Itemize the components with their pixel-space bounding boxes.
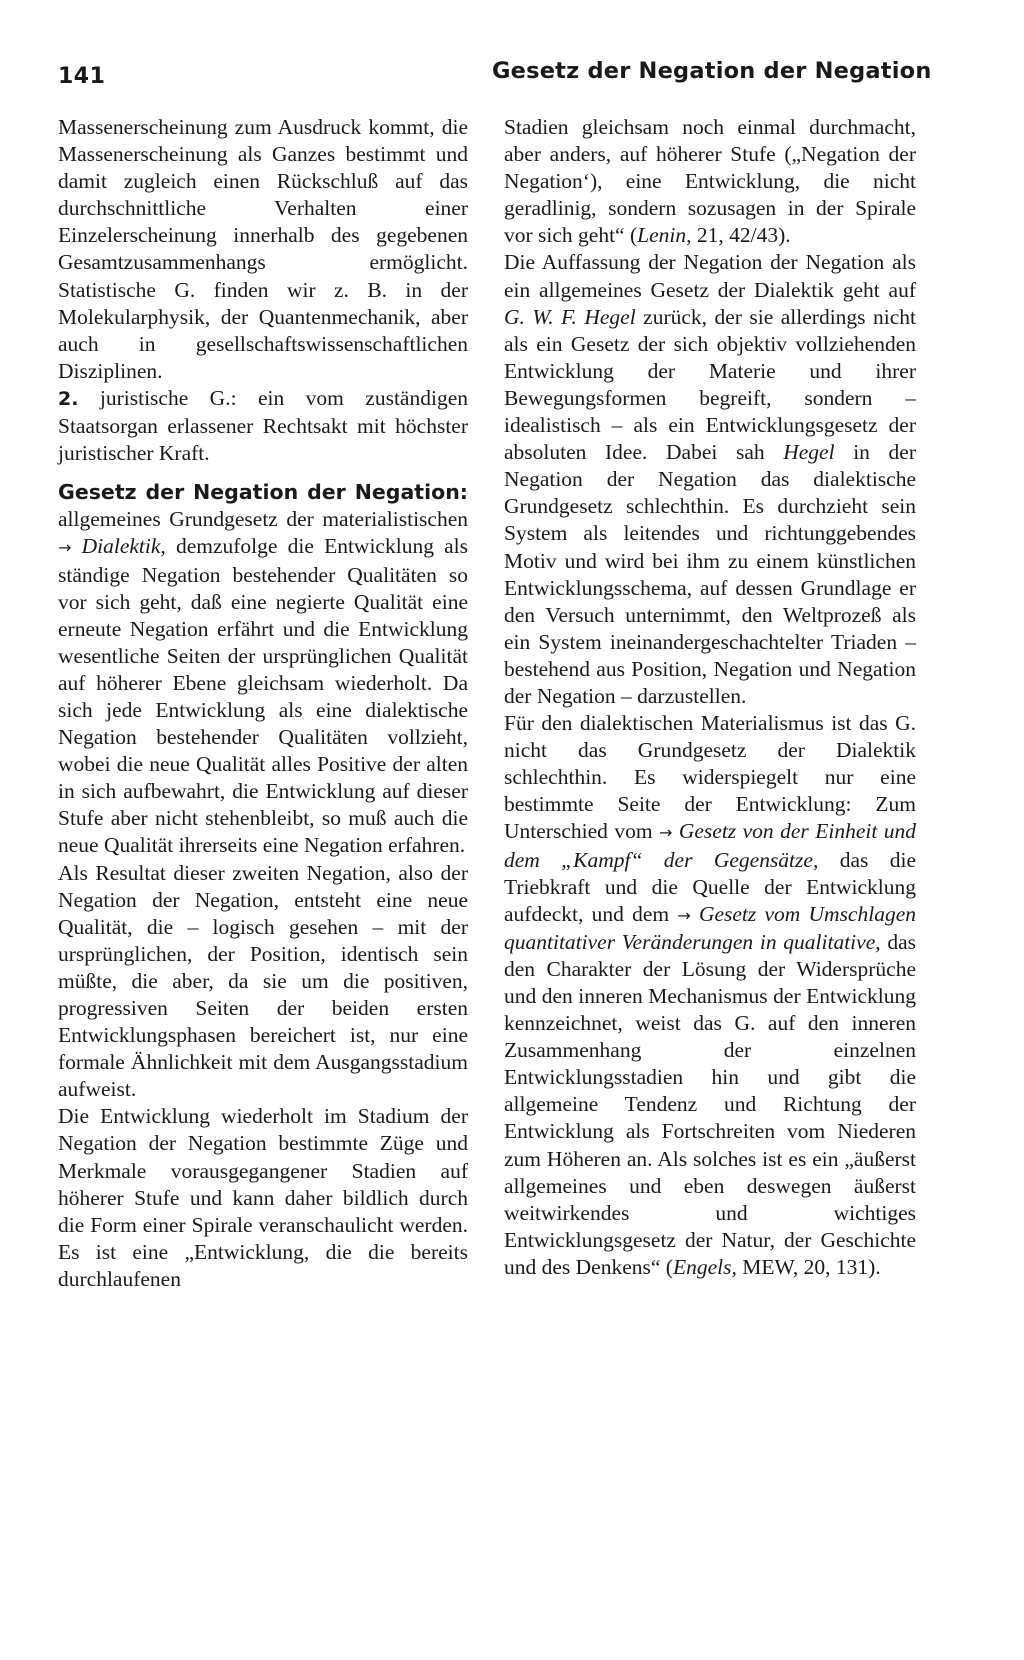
page-number: 141 (58, 64, 106, 89)
paragraph-text: das die Triebkraft und die Quelle der Entwicklung aufdeckt, und dem (504, 847, 916, 926)
paragraph-statistical-laws: Massenerscheinung zum Ausdruck kommt, die Massenerscheinung als Ganzes bestimmt und damit zugleich einen Rückschluß auf das durchschnittliche Verhalten einer Einzelerscheinung innerhalb des gegebenen Gesamtzusammenhangs ermöglicht. Statistische G. finden wir z. B. in der Molekularphysik, der Quantenmechanik, aber auch in gesellschaftswissenschaftlichen Disziplinen. (58, 115, 468, 383)
paragraph-text: in der Negation der Negation das dialektische Grundgesetz schlechthin. Es durchzieht sein System als leitendes und richtunggebendes Motiv und wird bei ihm zu einem künstlichen Entwicklungsschema, auf dessen Grundlage er den Versuch unternimmt, den Weltprozeß als ein System ineinandergeschachtelter Triaden – bestehend aus Position, Negation und Negation der Negation – darzustellen. (504, 440, 916, 708)
paragraph-text: Für den dialektischen Materialismus ist das G. nicht das Grundgesetz der Dialektik schlechthin. Es widerspiegelt nur eine bestimmte Seite der Entwicklung: Zum Unterschied vom (504, 711, 916, 844)
paragraph-dialectical-materialism (504, 710, 916, 1281)
paragraph-hegel (504, 249, 916, 710)
cross-reference-arrow-icon: → (677, 905, 691, 925)
citation-ref: MEW, 20, 131). (736, 1254, 881, 1279)
running-head: Gesetz der Negation der Negation (492, 58, 932, 84)
name-hegel: Hegel (783, 440, 835, 465)
paragraph-text: zurück, der sie allerdings nicht als ein Gesetz der sich objektiv vollziehenden Entwicklung der Materie und ihrer Bewegungsformen begreift, sondern – idealistisch – als ein Entwicklungsgesetz der absoluten Idee. Dabei sah (504, 304, 916, 465)
entry-text: allgemeines Grundgesetz der materialistischen (58, 507, 468, 532)
paragraph-juridical-law (58, 385, 468, 467)
paragraph-text: Die Auffassung der Negation der Negation als ein allgemeines Gesetz der Dialektik geht auf (504, 250, 916, 302)
cross-reference-quantity-quality: Gesetz vom Umschlagen quantitativer Veränderungen in qualitative, (504, 901, 916, 954)
item-text: juristische G.: ein vom zuständigen Staatsorgan erlassener Rechtsakt mit höchster juristischer Kraft. (58, 385, 468, 466)
cross-reference-unity-of-opposites: Gesetz von der Einheit und dem „Kampf“ der Gegensätze, (504, 819, 917, 872)
cross-reference-arrow-icon: → (659, 823, 673, 843)
quote-text: Stadien gleichsam noch einmal durchmacht, aber anders, auf höherer Stufe („Negation der Negation‘), eine Entwicklung, die nicht geradlinig, sondern sozusagen in der Spirale vor sich geht“ ( (504, 115, 916, 248)
cross-reference-dialektik: Dialektik, (81, 534, 166, 559)
name-hegel-full: G. W. F. Hegel (504, 304, 636, 329)
entry-text: demzufolge die Entwicklung als ständige Negation bestehender Qualitäten so vor sich geht, daß eine negierte Qualität eine erneute Negation erfährt und die Entwicklung wesentliche Seiten der ursprünglichen Qualität auf höherer Ebene gleichsam wiederholt. Da sich jede Entwicklung als eine dialektische Negation bestehender Qualitäten vollzieht, wobei die neue Qualität alles Positive der alten in sich aufbewahrt, die Entwicklung auf dieser Stufe aber nicht stehenbleibt, so muß auch die neue Qualität ihrerseits eine Negation erfahren. (58, 534, 469, 858)
cross-reference-arrow-icon: → (58, 538, 72, 558)
entry-negation-of-negation (58, 479, 468, 859)
entry-headword: Gesetz der Negation der Negation: (58, 480, 468, 505)
left-column (58, 114, 468, 1293)
paragraph-result: Als Resultat dieser zweiten Negation, also der Negation der Negation, entsteht eine neue Qualität, die – logisch gesehen – mit der ursprünglichen, der Position, identisch sein müßte, die aber, da sie um die positiven, progressiven Seiten der beiden ersten Entwicklungsphasen bereichert ist, nur eine formale Ähnlichkeit mit dem Ausgangsstadium aufweist. (58, 860, 468, 1102)
citation-engels: Engels, (672, 1254, 737, 1279)
item-number: 2. (58, 387, 79, 410)
paragraph-text: das den Charakter der Lösung der Widersprüche und den inneren Mechanismus der Entwicklung kennzeichnet, weist das G. auf den inneren Zusammenhang der einzelnen Entwicklungsstadien hin und gibt die allgemeine Tendenz und Richtung der Entwicklung als Fortschreiten vom Niederen zum Höheren an. Als solches ist es ein „äußerst allgemeines und eben deswegen äußerst weitwirkendes und wichtiges Entwicklungsgesetz der Natur, der Geschichte und des Denkens“ ( (504, 929, 916, 1279)
citation-ref: 21, 42/43). (691, 223, 791, 248)
paragraph-lenin-quote (504, 114, 916, 249)
paragraph-spiral: Die Entwicklung wiederholt im Stadium der Negation der Negation bestimmte Züge und Merkmale vorausgegangener Stadien auf höherer Stufe und kann daher bildlich durch die Form einer Spirale veranschaulicht werden. Es ist eine „Entwicklung, die die bereits durchlaufenen (58, 1104, 468, 1291)
right-column (504, 114, 916, 1281)
citation-lenin: Lenin, (637, 223, 692, 248)
